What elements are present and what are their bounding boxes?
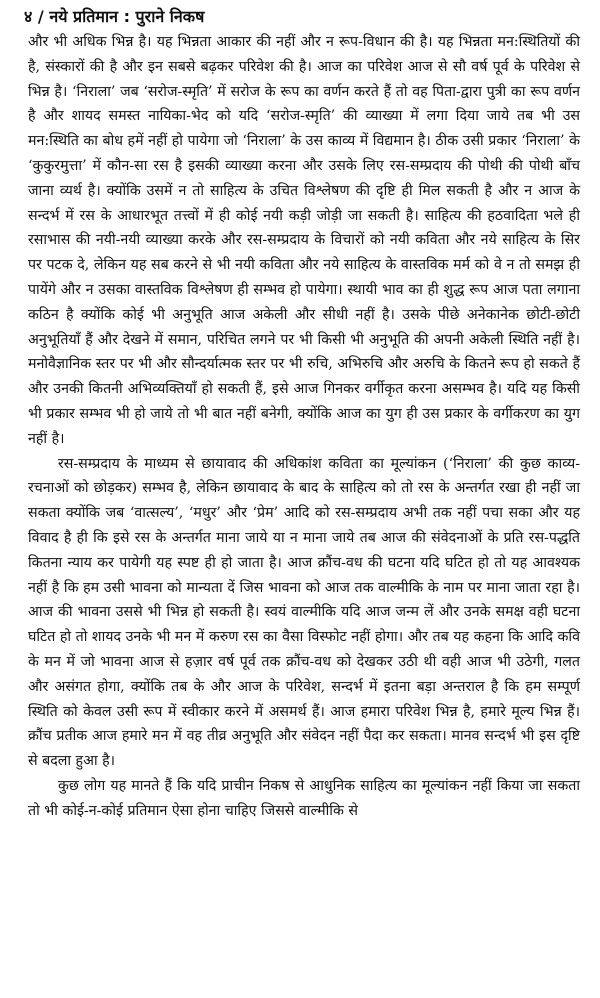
running-header <box>24 6 204 28</box>
paragraph-1: और भी अधिक भिन्न है। यह भिन्नता आकार की नहीं और न रूप-विधान की है। यह भिन्नता मन:स्थितियों की है, संस्कारों की है और इन सबसे बढ़कर परिवेश की है। आज का परिवेश आज से सौ वर्ष पूर्व के परिवेश से भिन्न है। ‘निराला’ जब ‘सरोज-स्मृति’ में सरोज के रूप का वर्णन करते हैं तो वह पिता-द्वारा पुत्री का रूप वर्णन है और शायद समस्त नायिका-भेद को यदि ‘सरोज-स्मृति’ की व्याख्या में लगा दिया जाये तब भी उस मन:स्थिति का बोध हमें नहीं हो पायेगा जो ‘निराला’ के उस काव्य में विद्यमान है। ठीक उसी प्रकार ‘निराला’ के ‘कुकुरमुत्ता’ में कौन-सा रस है इसकी व्याख्या करना और उसके लिए रस-सम्प्रदाय की पोथी की पोथी बाँच जाना व्यर्थ है। क्योंकि उसमें न तो साहित्य के उचित विश्लेषण की दृष्टि ही मिल सकती है और न आज के सन्दर्भ में रस के आधारभूत तत्त्वों में ही कोई नयी कड़ी जोड़ी जा सकती है। साहित्य की हठवादिता भले ही रसाभास की नयी-नयी व्याख्या करके और रस-सम्प्रदाय के विचारों को नयी कविता और नये साहित्य के सिर पर पटक दे, लेकिन यह सब करने से भी नयी कविता और नये साहित्य के वास्तविक मर्म को वे न तो समझ ही पायेंगे और न उसका वास्तविक विश्लेषण ही सम्भव हो पायेगा। स्थायी भाव का ही शुद्ध रूप आज पता लगाना कठिन है क्योंकि कोई भी अनुभूति आज अकेली और सीधी नहीं है। उसके पीछे अनेकानेक छोटी-छोटी अनुभूतियाँ हैं और देखने में समान, परिचित लगने पर भी किसी भी अनुभूति की अपनी अकेली स्थिति नहीं है। मनोवैज्ञानिक स्तर पर भी और सौन्दर्यात्मक स्तर पर भी रुचि, अभिरुचि और अरुचि के कितने रूप हो सकते हैं और उनकी कितनी अभिव्यक्तियाँ हो सकती हैं, इसे आज गिनकर वर्गीकृत करना असम्भव है। यदि यह किसी भी प्रकार सम्भव भी हो जाये तो भी बात नहीं बनेगी, क्योंकि आज का युग ही उस प्रकार के वर्गीकरण का युग नहीं है। <box>28 34 580 447</box>
header-separator: / <box>37 7 44 26</box>
book-title: नये प्रतिमान : पुराने निकष <box>49 7 205 26</box>
page-number: ४ <box>24 7 33 26</box>
paragraph-3: कुछ लोग यह मानते हैं कि यदि प्राचीन निकष से आधुनिक साहित्य का मूल्यांकन नहीं किया जा सकता तो भी कोई-न-कोई प्रतिमान ऐसा होना चाहिए जिससे वाल्मीकि से <box>28 777 580 819</box>
paragraph-2: रस-सम्प्रदाय के माध्यम से छायावाद की अधिकांश कविता का मूल्यांकन (‘निराला’ की कुछ काव्य-रचनाओं को छोड़कर) सम्भव है, लेकिन छायावाद के बाद के साहित्य को तो रस के अन्तर्गत रखा ही नहीं जा सकता क्योंकि जब ‘वात्सल्य’, ‘मधुर’ और ‘प्रेम’ आदि को रस-सम्प्रदाय अभी तक नहीं पचा सका और यह विवाद है ही कि इसे रस के अन्तर्गत माना जाये या न माना जाये तब आज की संवेदनाओं के प्रति रस-पद्धति कितना न्याय कर पायेगी यह स्पष्ट ही हो जाता है। आज क्रौंच-वध की घटना यदि घटित हो तो यह आवश्यक नहीं है कि हम उसी भावना को मान्यता दें जिस भावना को आज तक वाल्मीकि के नाम पर माना जाता रहा है। आज की भावना उससे भी भिन्न हो सकती है। स्वयं वाल्मीकि यदि आज जन्म लें और उनके समक्ष वही घटना घटित हो तो शायद उनके भी मन में करुण रस का वैसा विस्फोट नहीं होगा। और तब यह कहना कि आदि कवि के मन में जो भावना आज से हज़ार वर्ष पूर्व तक क्रौंच-वध को देखकर उठी थी वही आज भी उठेगी, गलत और असंगत होगा, क्योंकि तब के और आज के परिवेश, सन्दर्भ में इतना बड़ा अन्तराल है कि हम सम्पूर्ण स्थिति को केवल उसी रूप में स्वीकार करने में असमर्थ हैं। आज हमारा परिवेश भिन्न है, हमारे मूल्य भिन्न हैं। क्रौंच प्रतीक आज हमारे मन में वह तीव्र अनुभूति और संवेदन नहीं पैदा कर सकता। मानव सन्दर्भ भी इस दृष्टि से बदला हुआ है। <box>28 455 580 770</box>
body-text <box>28 30 580 824</box>
